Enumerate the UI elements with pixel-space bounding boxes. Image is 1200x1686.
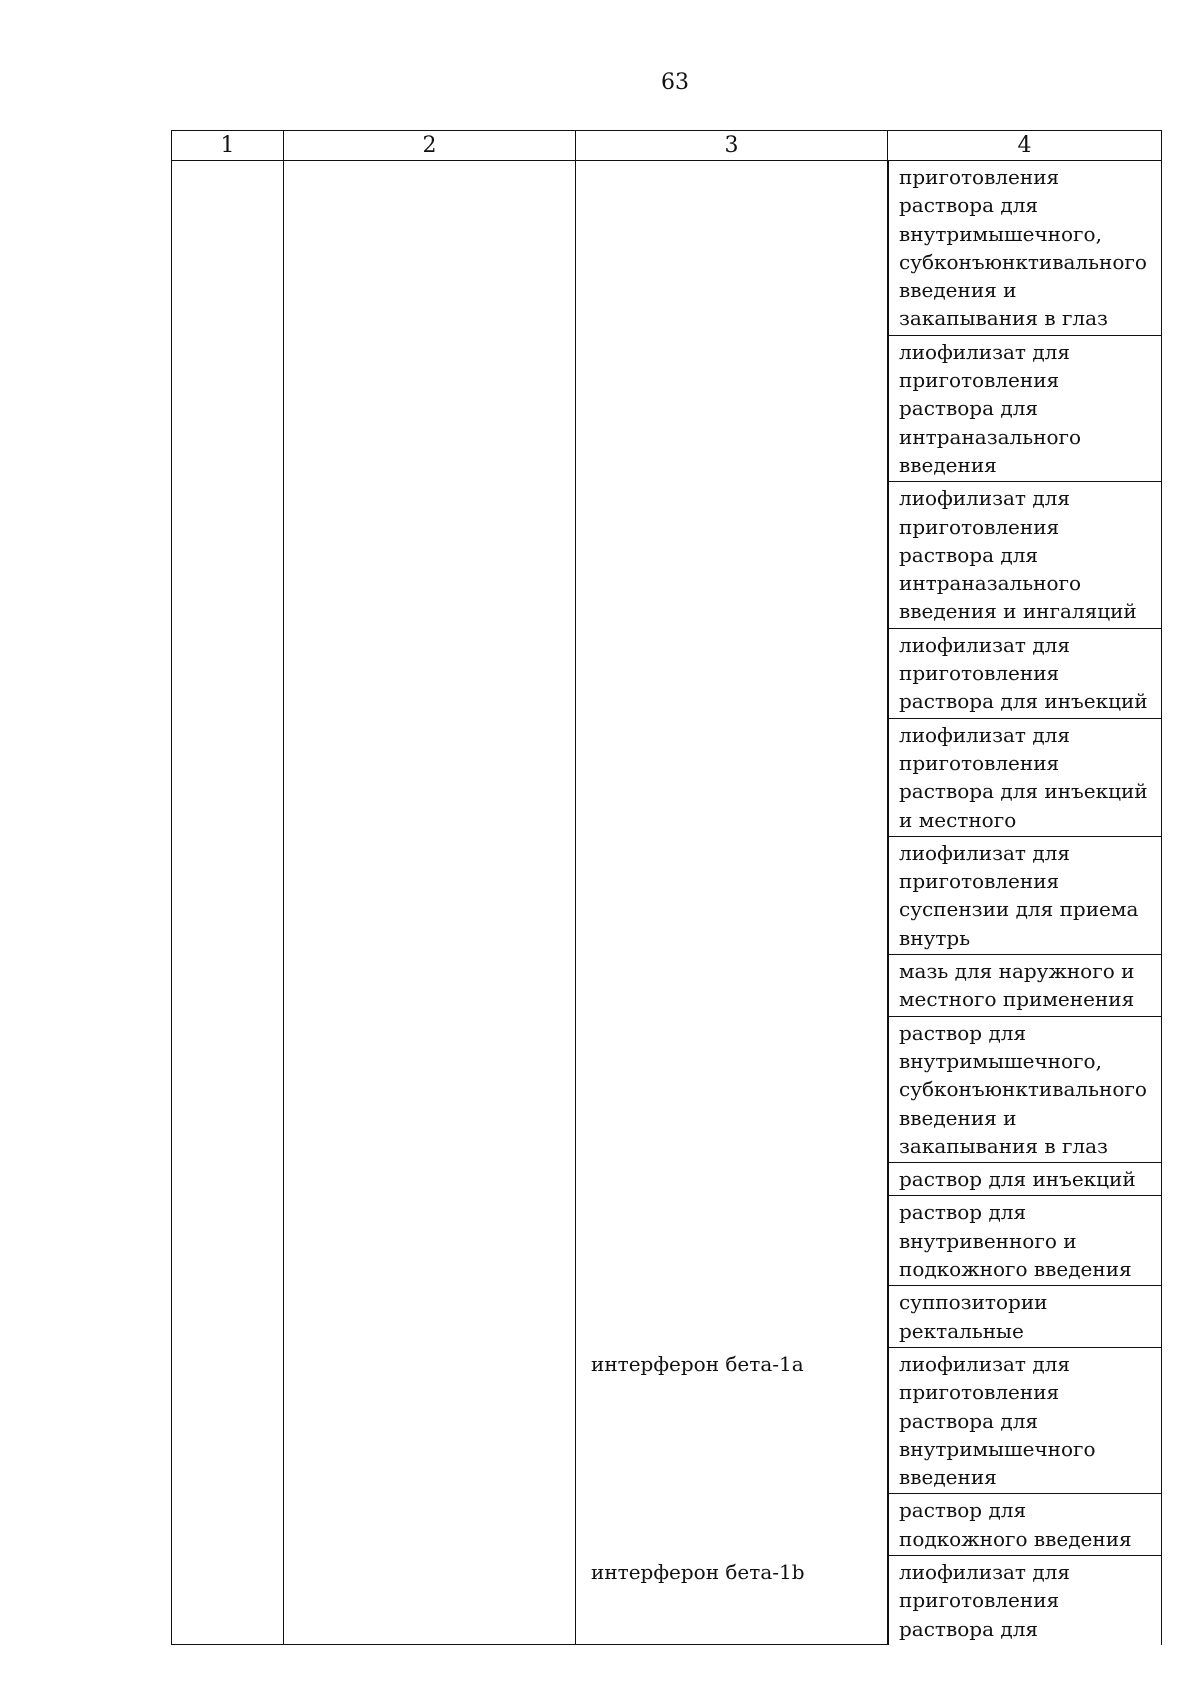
dosage-form-cell: раствор для подкожного введения <box>888 1494 1162 1556</box>
dosage-form-cell: лиофилизат для приготовления раствора для внутримышечного введения <box>888 1348 1162 1495</box>
dosage-form-cell: лиофилизат для приготовления суспензии для приема внутрь <box>888 837 1162 955</box>
dosage-form-cell: раствор для внутримышечного, субконъюнктивального введения и закапывания в глаз <box>888 1017 1162 1164</box>
column-header-4: 4 <box>888 131 1162 161</box>
table-header-row <box>172 131 1162 161</box>
column-2-cell <box>284 161 576 1645</box>
table-body-row <box>172 161 1162 1645</box>
dosage-form-cell: раствор для внутривенного и подкожного введения <box>888 1196 1162 1286</box>
dosage-form-cell: приготовления раствора для внутримышечного, субконъюнктивального введения и закапывания в глаз <box>888 161 1162 336</box>
page-number: 63 <box>661 70 689 95</box>
dosage-form-cell: лиофилизат для приготовления раствора для интраназального введения и ингаляций <box>888 482 1162 629</box>
column-3-cell <box>576 161 888 1645</box>
dosage-form-cell: лиофилизат для приготовления раствора для <box>888 1556 1162 1645</box>
dosage-form-cell: лиофилизат для приготовления раствора для инъекций <box>888 629 1162 719</box>
dosage-form-cell: раствор для инъекций <box>888 1163 1162 1196</box>
column-header-2: 2 <box>284 131 576 161</box>
dosage-form-cell: мазь для наружного и местного применения <box>888 955 1162 1017</box>
column-4-cell <box>888 161 1162 1645</box>
dosage-form-cell: лиофилизат для приготовления раствора для интраназального введения <box>888 336 1162 483</box>
dosage-forms-list <box>888 161 1162 1645</box>
dosage-form-cell: лиофилизат для приготовления раствора для инъекций и местного <box>888 719 1162 837</box>
dosage-form-cell: суппозитории ректальные <box>888 1286 1162 1348</box>
drug-name-column <box>576 161 887 1585</box>
drug-name-interferon-beta-1a: интерферон бета-1a <box>591 1351 804 1376</box>
column-1-cell <box>172 161 284 1645</box>
column-header-1: 1 <box>172 131 284 161</box>
column-header-3: 3 <box>576 131 888 161</box>
drug-name-interferon-beta-1b: интерферон бета-1b <box>591 1560 805 1585</box>
drug-forms-table <box>171 130 1162 1645</box>
